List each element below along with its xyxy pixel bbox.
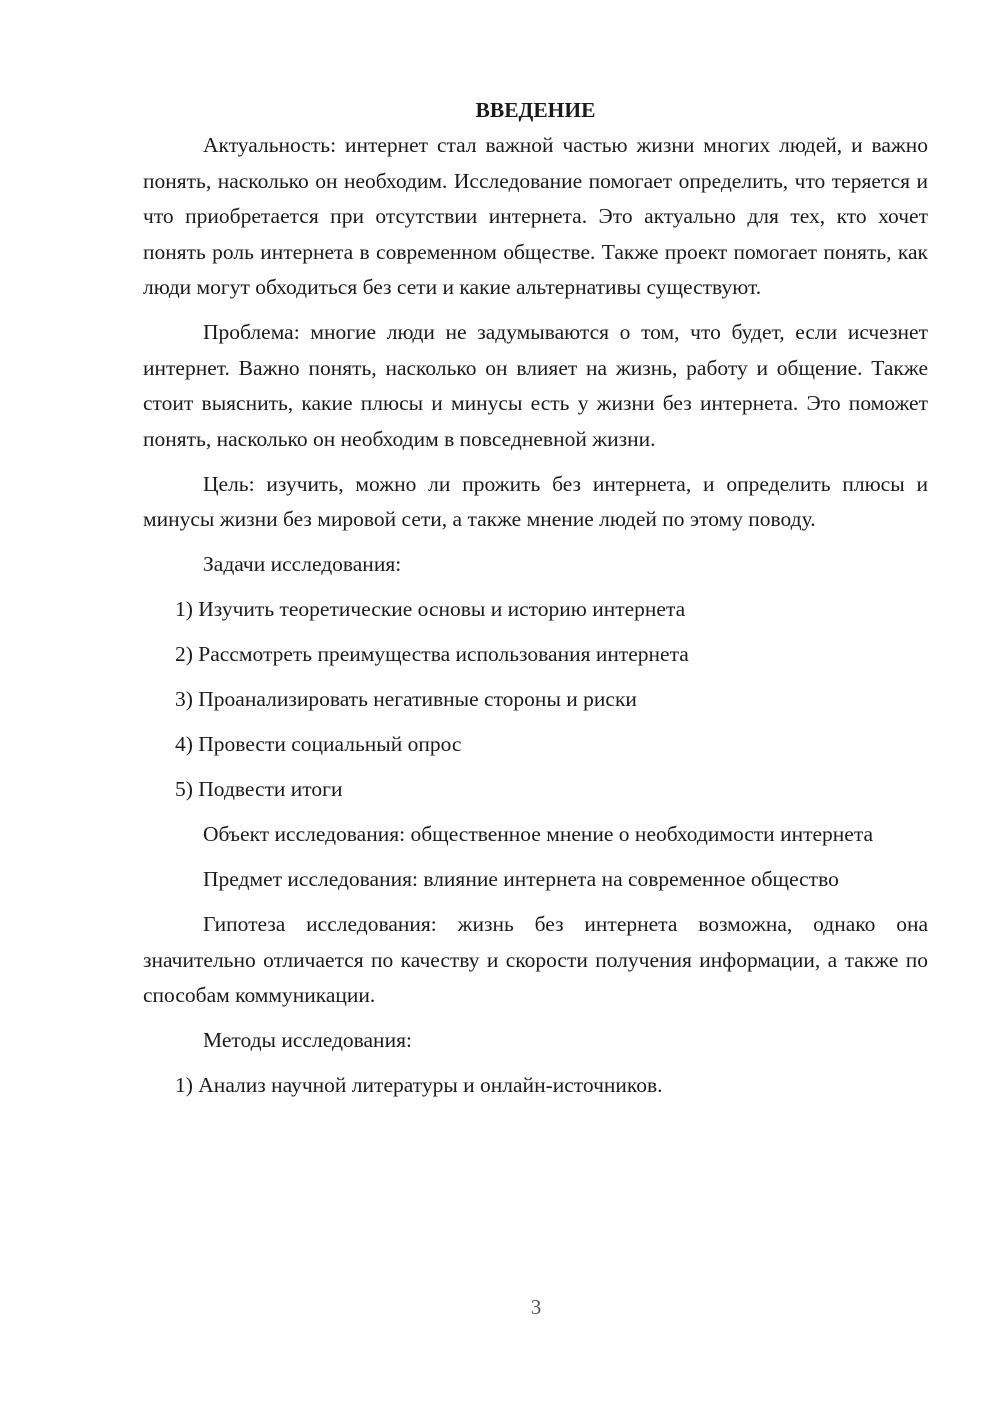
task-item: 3) Проанализировать негативные стороны и риски — [175, 687, 637, 711]
tasks-label: Задачи исследования: — [203, 552, 402, 576]
task-item: 4) Провести социальный опрос — [175, 732, 462, 756]
relevance-paragraph: Актуальность: интернет стал важной частью жизни многих людей, и важно понять, насколько он необходим. Исследование помогает определить, что теряется и что приобретается при отсутствии интернета. Это актуально для тех, кто хочет понять роль интернета в современном обществе. Также проект помогает понять, как люди могут обходиться без сети и какие альтернативы существуют. — [143, 133, 928, 299]
goal-paragraph: Цель: изучить, можно ли прожить без интернета, и определить плюсы и минусы жизни без мировой сети, а также мнение людей по этому поводу. — [143, 471, 928, 531]
problem-paragraph: Проблема: многие люди не задумываются о том, что будет, если исчезнет интернет. Важно понять, насколько он влияет на жизнь, работу и общение. Также стоит выяснить, какие плюсы и минусы есть у жизни без интернета. Это поможет понять, насколько он необходим в повседневной жизни. — [143, 320, 928, 451]
hypothesis-paragraph: Гипотеза исследования: жизнь без интернета возможна, однако она значительно отличается по качеству и скорости получения информации, а также по способам коммуникации. — [143, 912, 928, 1007]
page-number: 3 — [530, 1295, 542, 1319]
task-item: 1) Изучить теоретические основы и историю интернета — [175, 597, 686, 621]
object-paragraph: Объект исследования: общественное мнение о необходимости интернета — [203, 822, 874, 846]
task-item: 2) Рассмотреть преимущества использования интернета — [175, 642, 689, 666]
section-title: ВВЕДЕНИЕ — [475, 98, 596, 122]
document-page — [143, 92, 928, 1113]
subject-paragraph: Предмет исследования: влияние интернета на современное общество — [203, 867, 839, 891]
tasks-list — [143, 592, 928, 808]
methods-list — [143, 1068, 928, 1104]
task-item: 5) Подвести итоги — [175, 777, 343, 801]
methods-label: Методы исследования: — [203, 1028, 412, 1052]
method-item: 1) Анализ научной литературы и онлайн-источников. — [175, 1073, 663, 1097]
